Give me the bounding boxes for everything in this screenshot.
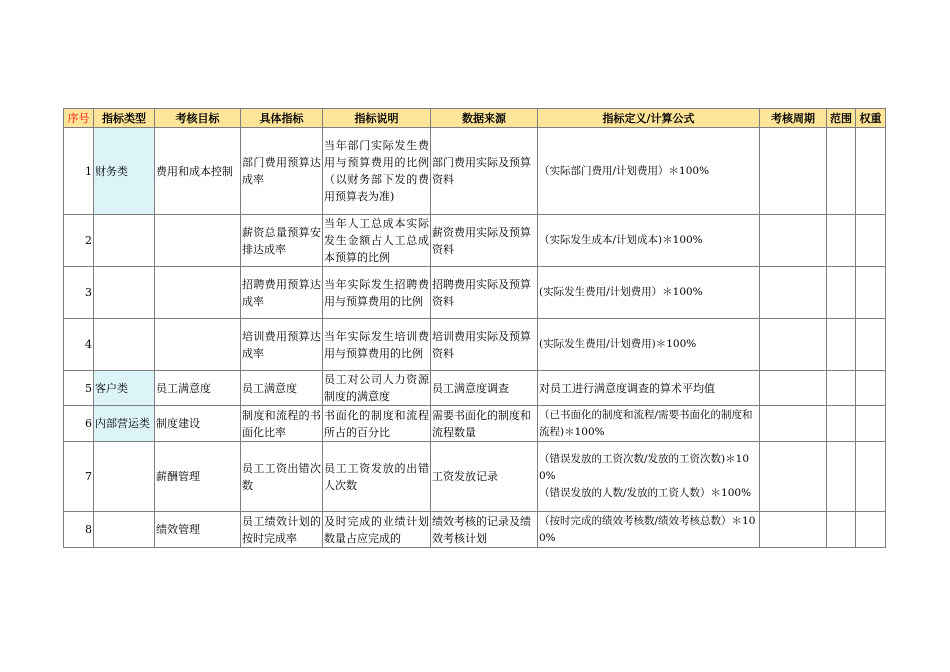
cell-type: 客户类 (94, 371, 155, 406)
cell-seq: 3 (64, 267, 94, 319)
cell-formula: (实际发生费用/计划费用）＊100% (538, 267, 760, 319)
header-type: 指标类型 (94, 109, 155, 128)
cell-goal (155, 215, 241, 267)
table-row (64, 406, 886, 442)
cell-formula: （实际发生成本/计划成本)＊100% (538, 215, 760, 267)
header-seq: 序号 (64, 109, 94, 128)
cell-seq: 1 (64, 128, 94, 215)
table-row (64, 319, 886, 371)
cell-source: 需要书面化的制度和流程数量 (431, 406, 538, 442)
header-goal: 考核目标 (155, 109, 241, 128)
header-period: 考核周期 (760, 109, 827, 128)
header-scope: 范围 (827, 109, 856, 128)
cell-desc: 及时完成的业绩计划数量占应完成的 (323, 512, 431, 548)
cell-goal (155, 319, 241, 371)
table-row (64, 442, 886, 512)
cell-source: 员工满意度调查 (431, 371, 538, 406)
cell-formula: (实际发生费用/计划费用)＊100% (538, 319, 760, 371)
cell-source: 部门费用实际及预算资料 (431, 128, 538, 215)
cell-source: 工资发放记录 (431, 442, 538, 512)
cell-indicator: 部门费用预算达成率 (241, 128, 323, 215)
table-row (64, 512, 886, 548)
cell-seq: 2 (64, 215, 94, 267)
cell-scope (827, 319, 856, 371)
cell-type (94, 442, 155, 512)
cell-period (760, 371, 827, 406)
cell-period (760, 512, 827, 548)
cell-type (94, 215, 155, 267)
cell-seq: 7 (64, 442, 94, 512)
cell-period (760, 442, 827, 512)
cell-desc: 员工对公司人力资源制度的满意度 (323, 371, 431, 406)
cell-seq: 4 (64, 319, 94, 371)
cell-formula: （已书面化的制度和流程/需要书面化的制度和流程)＊100% (538, 406, 760, 442)
cell-desc: 当年实际发生招聘费用与预算费用的比例 (323, 267, 431, 319)
cell-period (760, 406, 827, 442)
cell-type (94, 512, 155, 548)
cell-scope (827, 128, 856, 215)
cell-weight (856, 319, 886, 371)
cell-indicator: 招聘费用预算达成率 (241, 267, 323, 319)
cell-weight (856, 406, 886, 442)
cell-source: 绩效考核的记录及绩效考核计划 (431, 512, 538, 548)
cell-period (760, 128, 827, 215)
cell-desc: 员工工资发放的出错人次数 (323, 442, 431, 512)
cell-formula: （按时完成的绩效考核数/绩效考核总数）＊100% (538, 512, 760, 548)
cell-formula: （实际部门费用/计划费用）＊100% (538, 128, 760, 215)
cell-indicator: 员工绩效计划的按时完成率 (241, 512, 323, 548)
cell-period (760, 319, 827, 371)
cell-goal: 绩效管理 (155, 512, 241, 548)
cell-source: 薪资费用实际及预算资料 (431, 215, 538, 267)
cell-goal (155, 267, 241, 319)
cell-weight (856, 512, 886, 548)
cell-seq: 5 (64, 371, 94, 406)
cell-scope (827, 215, 856, 267)
cell-weight (856, 267, 886, 319)
cell-desc: 当年人工总成本实际发生金额占人工总成本预算的比例 (323, 215, 431, 267)
cell-seq: 8 (64, 512, 94, 548)
cell-weight (856, 371, 886, 406)
cell-indicator: 制度和流程的书面化比率 (241, 406, 323, 442)
cell-scope (827, 442, 856, 512)
cell-type (94, 267, 155, 319)
header-source: 数据来源 (431, 109, 538, 128)
cell-goal: 薪酬管理 (155, 442, 241, 512)
cell-formula: 对员工进行满意度调查的算术平均值 (538, 371, 760, 406)
cell-goal: 员工满意度 (155, 371, 241, 406)
header-indicator: 具体指标 (241, 109, 323, 128)
header-weight: 权重 (856, 109, 886, 128)
cell-source: 招聘费用实际及预算资料 (431, 267, 538, 319)
header-formula: 指标定义/计算公式 (538, 109, 760, 128)
cell-indicator: 薪资总量预算安排达成率 (241, 215, 323, 267)
table-row (64, 371, 886, 406)
table-row (64, 215, 886, 267)
cell-formula: （错误发放的工资次数/发放的工资次数)＊100% （错误发放的人数/发放的工资人数）＊100% (538, 442, 760, 512)
kpi-table (63, 108, 886, 548)
cell-type (94, 319, 155, 371)
cell-desc: 当年实际发生培训费用与预算费用的比例 (323, 319, 431, 371)
cell-scope (827, 512, 856, 548)
cell-scope (827, 371, 856, 406)
cell-seq: 6 (64, 406, 94, 442)
cell-period (760, 215, 827, 267)
cell-indicator: 员工工资出错次数 (241, 442, 323, 512)
cell-goal: 制度建设 (155, 406, 241, 442)
cell-goal: 费用和成本控制 (155, 128, 241, 215)
cell-desc: 书面化的制度和流程所占的百分比 (323, 406, 431, 442)
cell-scope (827, 406, 856, 442)
cell-source: 培训费用实际及预算资料 (431, 319, 538, 371)
cell-period (760, 267, 827, 319)
header-row (64, 109, 886, 128)
table-row (64, 128, 886, 215)
cell-scope (827, 267, 856, 319)
cell-indicator: 员工满意度 (241, 371, 323, 406)
table-row (64, 267, 886, 319)
cell-type: 财务类 (94, 128, 155, 215)
cell-weight (856, 128, 886, 215)
cell-indicator: 培训费用预算达成率 (241, 319, 323, 371)
cell-desc: 当年部门实际发生费用与预算费用的比例（以财务部下发的费用预算表为准) (323, 128, 431, 215)
header-desc: 指标说明 (323, 109, 431, 128)
cell-weight (856, 215, 886, 267)
cell-weight (856, 442, 886, 512)
cell-type: 内部营运类 (94, 406, 155, 442)
